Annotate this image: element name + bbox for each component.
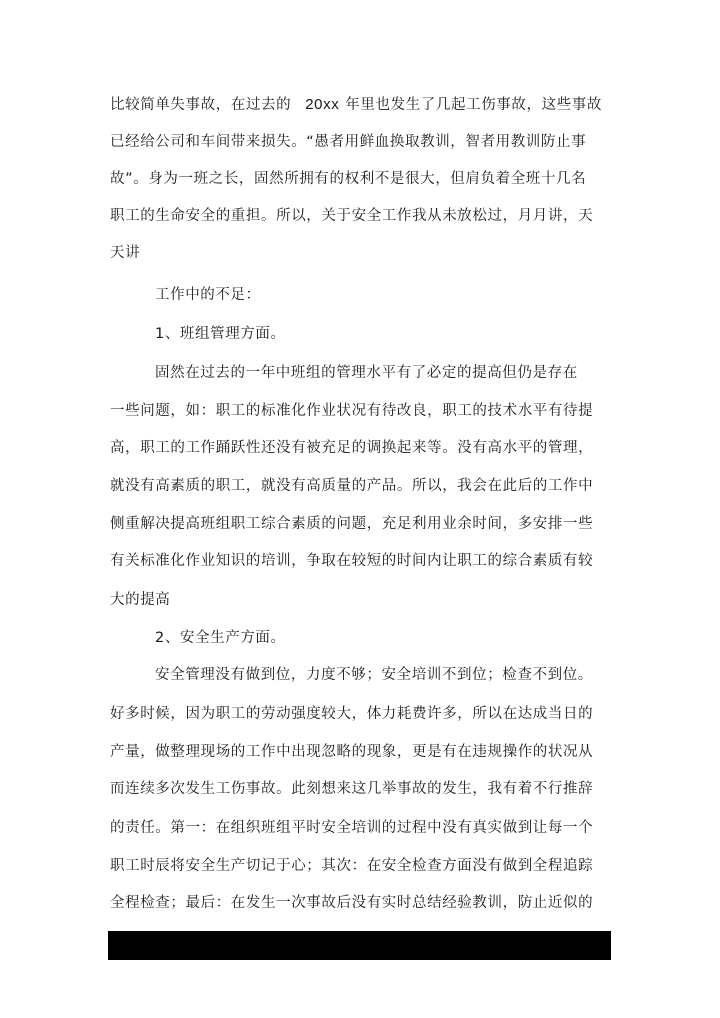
- paragraph-line: 产量，做整理现场的工作中出现忽略的现象，更是有在违规操作的状况从: [110, 744, 594, 760]
- paragraph-line: 故”。身为一班之长，固然所拥有的权利不是很大，但肩负着全班十几名: [110, 171, 587, 187]
- redaction-bar: [108, 931, 611, 960]
- paragraph-line: 而连续多次发生工伤事故。此刻想来这几举事故的发生，我有着不行推辞: [110, 781, 594, 797]
- paragraph-line: 安全管理没有做到位，力度不够；安全培训不到位；检查不到位。: [155, 667, 593, 683]
- paragraph-line: 职工的生命安全的重担。所以，关于安全工作我从未放松过，月月讲，天: [110, 208, 594, 224]
- paragraph-line: 天讲: [110, 245, 141, 261]
- paragraph-line: 就没有高素质的职工，就没有高质量的产品。所以，我会在此后的工作中: [110, 478, 594, 494]
- year-text: 20xx: [305, 96, 340, 113]
- paragraph-line: 一些问题，如：职工的标准化作业状况有待改良，职工的技术水平有待提: [110, 403, 594, 419]
- paragraph-line: 高，职工的工作踊跃性还没有被充足的调换起来等。没有高水平的管理，: [110, 440, 594, 456]
- text-segment: 比较简单失事故，在过去的: [110, 97, 292, 113]
- subsection-heading: 2、安全生产方面。: [155, 630, 286, 646]
- paragraph-line: [110, 95, 602, 115]
- paragraph-line: 全程检查；最后：在发生一次事故后没有实时总结经验教训，防止近似的: [110, 895, 594, 911]
- paragraph-line: 大的提高: [110, 592, 171, 608]
- paragraph-line: 的责任。第一：在组织班组平时安全培训的过程中没有真实做到让每一个: [110, 820, 594, 836]
- subsection-heading: 1、班组管理方面。: [155, 326, 286, 342]
- paragraph-line: 固然在过去的一年中班组的管理水平有了必定的提高但仍是存在: [155, 365, 578, 381]
- paragraph-line: 职工时辰将安全生产切记于心；其次：在安全检查方面没有做到全程追踪: [110, 858, 594, 874]
- section-heading: 工作中的不足：: [155, 287, 261, 303]
- paragraph-line: 侧重解决提高班组职工综合素质的问题，充足利用业余时间，多安排一些: [110, 516, 594, 532]
- paragraph-line: 有关标准化作业知识的培训，争取在较短的时间内让职工的综合素质有较: [110, 553, 594, 569]
- paragraph-line: 好多时候，因为职工的劳动强度较大，体力耗费许多，所以在达成当日的: [110, 706, 594, 722]
- paragraph-line: 已经给公司和车间带来损失。“愚者用鲜血换取教训，智者用教训防止事: [110, 134, 587, 150]
- text-segment: 年里也发生了几起工伤事故，这些事故: [345, 97, 602, 113]
